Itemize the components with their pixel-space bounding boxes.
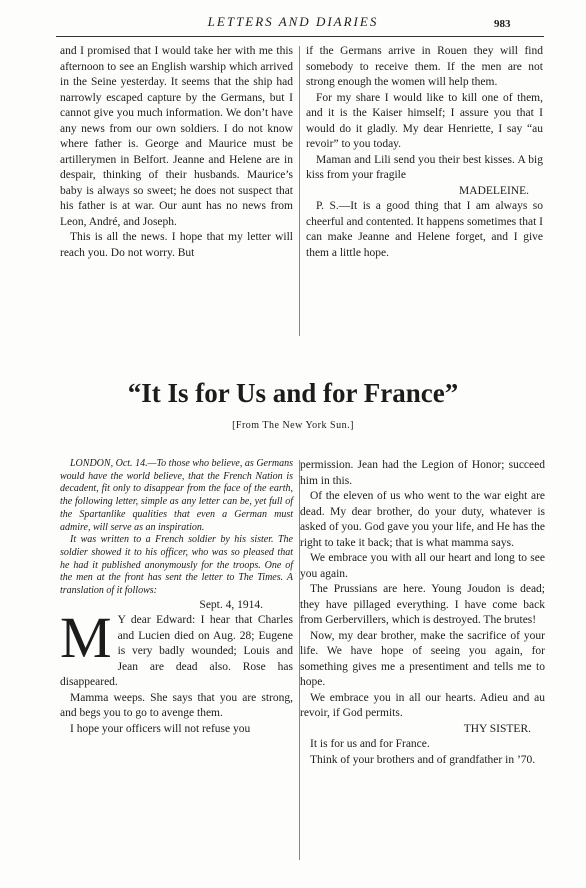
top-left-column <box>60 44 293 261</box>
drop-cap: M <box>60 605 112 671</box>
bottom-right-column <box>300 458 545 768</box>
paragraph: Of the eleven of us who went to the war eight are dead. My dear brother, do your duty, whatever is asked of you. God gave you your life, and He has the right to take it back; that is what mamma says. <box>300 490 545 549</box>
paragraph: Maman and Lili send you their best kisses. A big kiss from your fragile <box>306 153 543 181</box>
letter-date: Sept. 4, 1914. <box>199 598 263 611</box>
paragraph: We embrace you with all our heart and long to see you again. <box>300 552 545 580</box>
top-right-column <box>306 44 543 261</box>
intro-paragraph: It was written to a French soldier by his sister. The soldier showed it to his officer, who was so pleased that he had it published anonymously for the troops. One of the men at the front has sent the letter to The Times. A translation of it follows: <box>60 534 293 597</box>
paragraph: This is all the news. I hope that my letter will reach you. Do not worry. But <box>60 231 293 259</box>
header-rule <box>56 36 544 37</box>
article-title: “It Is for Us and for France” <box>127 378 459 408</box>
paragraph: For my share I would like to kill one of them, and it is the Kaiser himself; I assure you that I would do it gladly. My dear Henriette, I say “au revoir” to you today. <box>306 91 543 150</box>
postscript: P. S.—It is a good thing that I am always so cheerful and contented. It happens sometimes that I can make Jeanne and Helene forget, and I give them a little hope. <box>306 200 543 259</box>
paragraph: Mamma weeps. She says that you are strong, and begs you to go to avenge them. <box>60 691 293 720</box>
paragraph: Think of your brothers and of grandfather in ’70. <box>310 753 536 766</box>
paragraph: It is for us and for France. <box>310 738 430 750</box>
paragraph: Now, my dear brother, make the sacrifice of your life. We have hope of seeing you again, for something gives me a presentiment and tells me to hope. <box>300 629 545 688</box>
paragraph: and I promised that I would take her with me this afternoon to see an English warship which arrived in the Seine yesterday. It seems that the ship had narrowly escaped capture by the Germans, but I cannot give you much information. We don’t have any news from our own soldiers. I do not know where father is. George and Maurice must be artillerymen in Belfort. Jeanne and Helene are in despair, thinking of their husbands. Maurice’s baby is always so sweet; he does not suspect that his father is at war. Our aunt has no news from Leon, André, and Joseph. <box>60 45 293 228</box>
running-header: LETTERS AND DIARIES <box>207 14 379 29</box>
column-divider-top <box>299 46 300 336</box>
paragraph: Y dear Edward: I hear that Charles and Lucien died on Aug. 28; Eugene is very badly wounded; Louis and Jean are dead also. Rose has disappeared. <box>60 614 293 689</box>
paragraph: permission. Jean had the Legion of Honor; succeed him in this. <box>300 459 545 487</box>
paragraph: We embrace you in all our hearts. Adieu and au revoir, if God permits. <box>300 691 545 719</box>
paragraph: The Prussians are here. Young Joudon is dead; they have pillaged everything. I have come back from Gerbervillers, which is destroyed. The brutes! <box>300 583 545 626</box>
signature: MADELEINE. <box>459 184 529 197</box>
intro-paragraph: LONDON, Oct. 14.—To those who believe, as Germans would have the world believe, that the French Nation is decadent, fit only to disappear from the face of the earth, the following letter, simple as any letter can be, yet full of the Spartanlike qualities that even a German must admire, will serve as an inspiration. <box>60 458 293 533</box>
bottom-left-column <box>60 458 293 737</box>
paragraph: I hope your officers will not refuse you <box>70 722 251 735</box>
letter-opening <box>60 605 293 691</box>
paragraph: if the Germans arrive in Rouen they will find somebody to receive them. If the men are not strong enough the women will help them. <box>306 45 543 88</box>
page-number: 983 <box>494 18 511 30</box>
intro <box>60 458 293 598</box>
signature: THY SISTER. <box>463 722 531 735</box>
source-credit: [From The New York Sun.] <box>232 420 354 431</box>
